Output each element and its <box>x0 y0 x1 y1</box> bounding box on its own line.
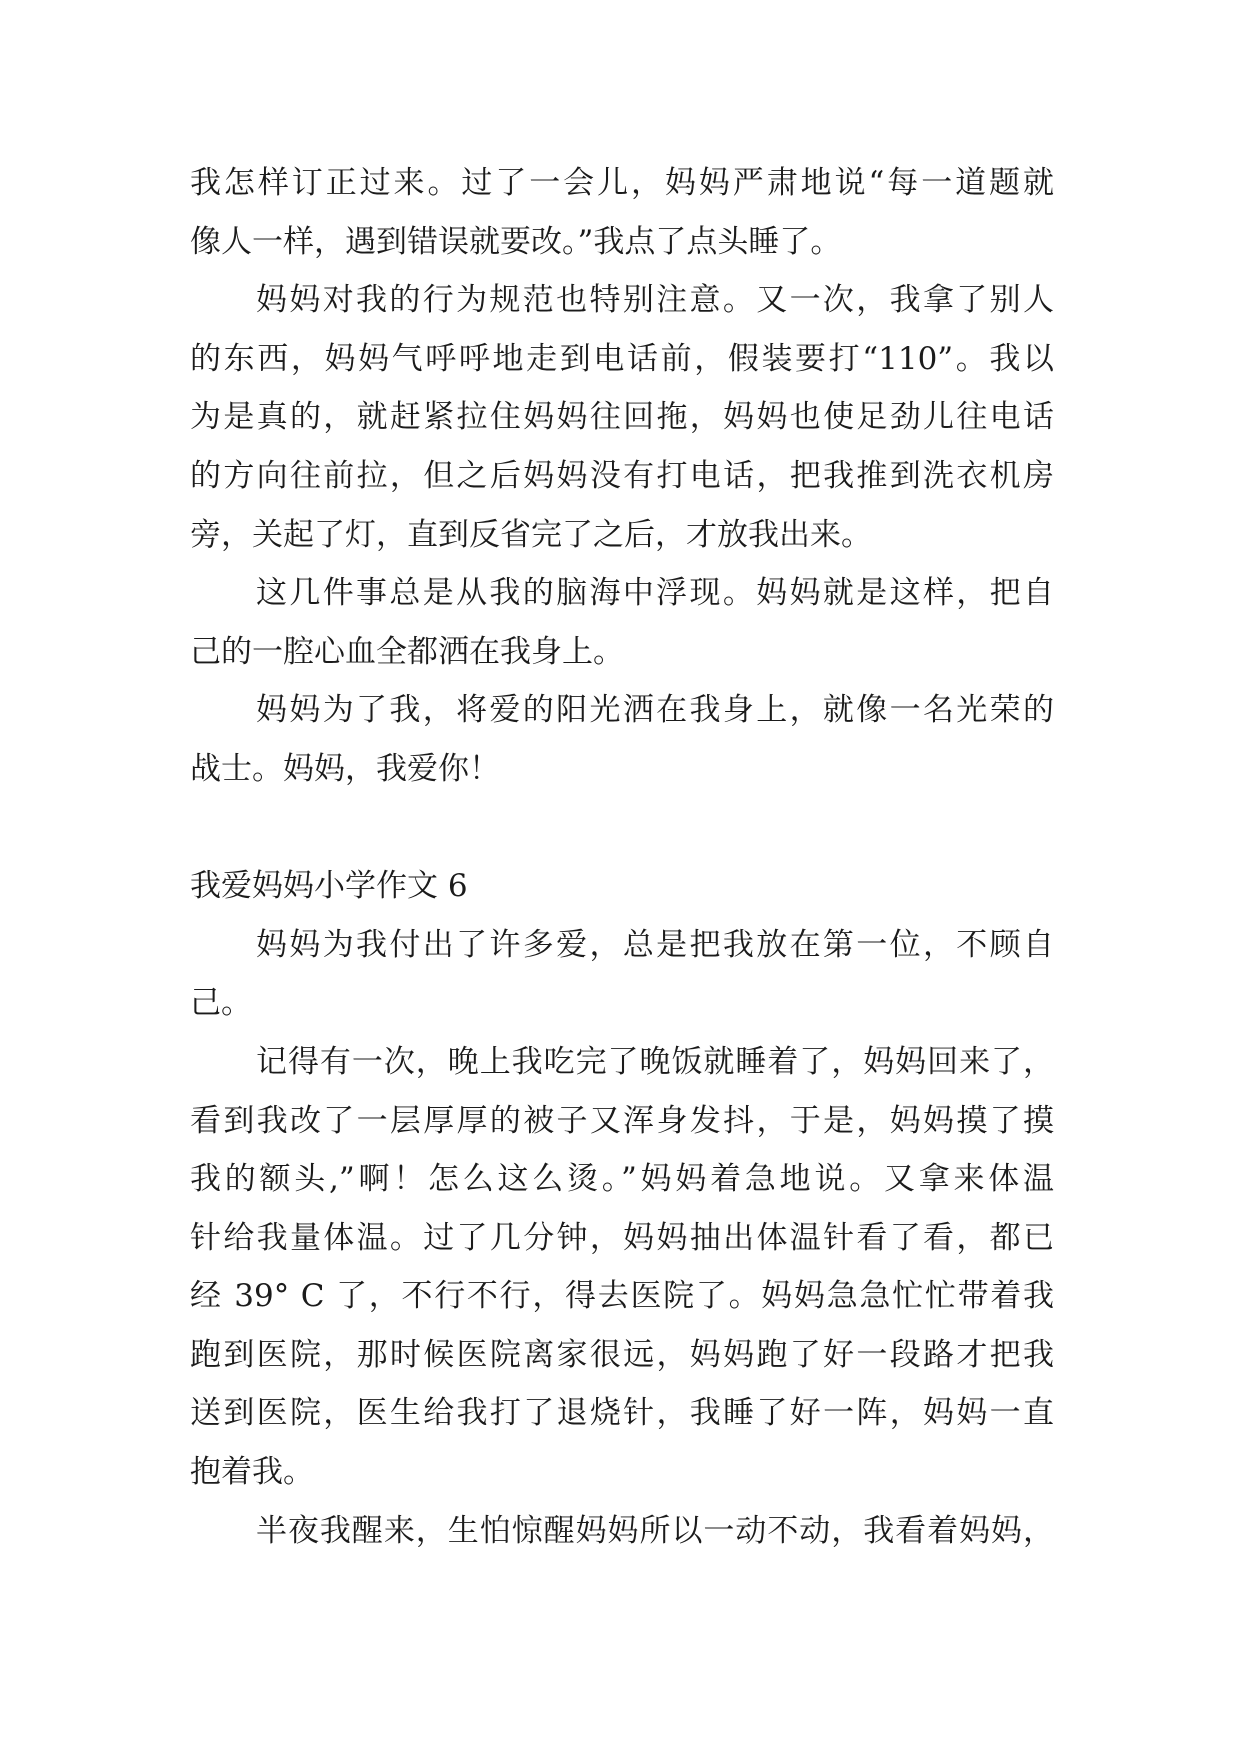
paragraph-line: 送到医院，医生给我打了退烧针，我睡了好一阵，妈妈一直 <box>190 1395 1054 1432</box>
paragraph-line: 这几件事总是从我的脑海中浮现。妈妈就是这样，把自 <box>256 575 1054 612</box>
paragraph-line: 跑到医院，那时候医院离家很远，妈妈跑了好一段路才把我 <box>190 1336 1054 1373</box>
paragraph <box>190 1502 1054 1561</box>
paragraph-line: 己。 <box>190 985 252 1022</box>
document-body <box>190 154 1054 1560</box>
paragraph <box>190 564 1054 681</box>
paragraph-line: 的方向往前拉，但之后妈妈没有打电话，把我推到洗衣机房 <box>190 457 1054 494</box>
paragraph-line: 战士。妈妈，我爱你！ <box>190 750 500 787</box>
paragraph-line: 像人一样，遇到错误就要改。”我点了点头睡了。 <box>190 223 842 260</box>
paragraph <box>190 681 1054 798</box>
paragraph-line: 抱着我。 <box>190 1454 314 1491</box>
paragraph-line: 记得有一次，晚上我吃完了晚饭就睡着了，妈妈回来了， <box>256 1043 1054 1080</box>
paragraph-line: 半夜我醒来，生怕惊醒妈妈所以一动不动，我看着妈妈， <box>256 1512 1054 1549</box>
paragraph-line: 针给我量体温。过了几分钟，妈妈抽出体温针看了看，都已 <box>190 1219 1054 1256</box>
paragraph <box>190 916 1054 1033</box>
paragraph-line: 看到我改了一层厚厚的被子又浑身发抖，于是，妈妈摸了摸 <box>190 1102 1054 1139</box>
paragraph-line: 我怎样订正过来。过了一会儿，妈妈严肃地说“每一道题就 <box>190 165 1054 201</box>
paragraph-line: 妈妈对我的行为规范也特别注意。又一次，我拿了别人 <box>256 282 1054 319</box>
paragraph-line: 妈妈为我付出了许多爱，总是把我放在第一位，不顾自 <box>256 926 1054 963</box>
paragraph <box>190 154 1054 271</box>
paragraph-line: 旁，关起了灯，直到反省完了之后，才放我出来。 <box>190 516 872 553</box>
paragraph-line: 经 39° C 了，不行不行，得去医院了。妈妈急急忙忙带着我 <box>190 1278 1054 1315</box>
paragraph-line: 为是真的，就赶紧拉住妈妈往回拖，妈妈也使足劲儿往电话 <box>190 399 1054 436</box>
paragraph <box>190 271 1054 564</box>
paragraph-line: 妈妈为了我，将爱的阳光洒在我身上，就像一名光荣的 <box>256 692 1054 729</box>
paragraph-line: 的东西，妈妈气呼呼地走到电话前，假装要打“110”。我以 <box>190 340 1054 377</box>
blank-line <box>190 799 1054 858</box>
paragraph <box>190 1033 1054 1502</box>
paragraph-line: 我的额头,”啊！怎么这么烫。”妈妈着急地说。又拿来体温 <box>190 1161 1054 1198</box>
paragraph-line: 己的一腔心血全都洒在我身上。 <box>190 633 624 670</box>
section-title: 我爱妈妈小学作文 6 <box>190 868 468 905</box>
